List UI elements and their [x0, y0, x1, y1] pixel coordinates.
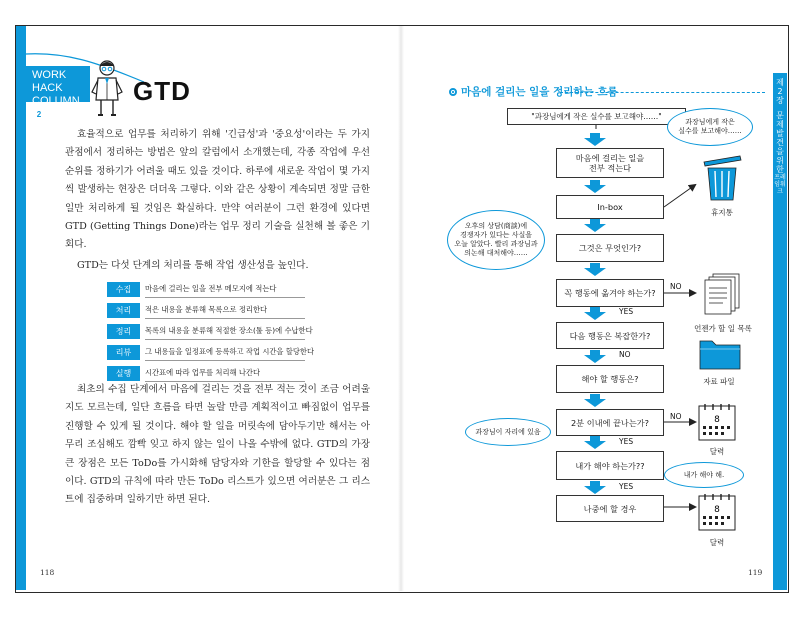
chapter-tab-text: 발견을 — [776, 129, 784, 156]
calendar-caption: 달력 — [709, 538, 725, 547]
calendar-icon — [697, 492, 739, 532]
flow-box-what: 그것은 무엇인가? — [556, 234, 664, 262]
speech-bubble-left-lower: 과장님이 자리에 있음 — [465, 418, 551, 446]
tag-line2: COLUMN — [32, 95, 80, 107]
flow-box-do-it-myself: 내가 해야 하는가?? — [556, 451, 664, 480]
step-label: 처리 — [107, 303, 140, 318]
chapter-tab-text: 장 — [776, 96, 784, 105]
chapter-tab-text: 2 — [777, 87, 783, 96]
flow-box-collect: 마음에 걸리는 일을 전부 적는다 — [556, 148, 664, 178]
step-desc: 목록의 내용을 분류해 적절한 장소(툴 등)에 수납한다 — [145, 323, 305, 340]
page-number-right: 119 — [748, 568, 763, 577]
step-desc: 시간표에 따라 업무를 처리해 나간다 — [145, 365, 305, 382]
trash-caption: 휴지통 — [711, 208, 733, 217]
step-desc: 적은 내용을 분류해 목록으로 정리한다 — [145, 302, 305, 319]
folder-caption: 자료 파일 — [703, 377, 735, 386]
chapter-tab-text: 제 — [776, 78, 784, 87]
no-label: NO — [670, 282, 682, 291]
speech-bubble-left-middle: 오후의 상담(商談)에 경쟁자가 있다는 사실을 오늘 알았다. 빨리 과장님과 의논해 대처해야…… — [447, 210, 545, 270]
flow-box-next-action: 해야 할 행동은? — [556, 365, 664, 393]
chapter-tab-text: 문제 — [776, 111, 784, 129]
top-quote-box: "과장님에게 작은 실수를 보고해야……" — [507, 108, 686, 125]
tag-number: 2 — [34, 110, 44, 120]
step-label: 수집 — [107, 282, 140, 297]
svg-text:8: 8 — [714, 505, 720, 515]
no-label: NO — [619, 350, 631, 359]
page-number-left: 118 — [40, 568, 55, 577]
tag-line1: WORK HACK — [32, 69, 67, 94]
yes-label: YES — [619, 307, 634, 316]
flow-title-text: 마음에 걸리는 일을 정리하는 흐름 — [461, 86, 618, 98]
step-label: 실행 — [107, 366, 140, 381]
page-title: GTD — [133, 76, 191, 106]
speech-bubble-top-right: 과장님에게 작은 실수를 보고해야…… — [667, 108, 753, 146]
step-label: 리뷰 — [107, 345, 140, 360]
svg-text:8: 8 — [714, 415, 720, 425]
paragraph: 효율적으로 업무를 처리하기 위해 '긴급성'과 '중요성'이라는 두 가지 관점에서 정리하는 방법은 앞의 칼럼에서 소개했는데, 각종 작업에 우선순위를 정하기가 어려울 때도 있을 것이다. 하루에 새로운 작업이 몇 가지씩 발생하는 현장은 더더욱 그렇다. 이와 같은 상황이 계속되면 정말 급한 일만 처리하게 될 것임은 확실하다. 만약 여러분이 그런 환경에 있다면 GTD (Getting Things Done)라는 업무 정리 기술을 실천해 볼 좋은 기회다. — [65, 129, 370, 251]
trash-can-icon — [700, 154, 744, 202]
chapter-tab-text: 위한 — [776, 156, 784, 174]
flow-box-action-needed: 꼭 행동에 옮겨야 하는가? — [556, 279, 664, 307]
list-caption: 언젠가 할 일 목록 — [694, 324, 752, 333]
folder-icon — [698, 337, 742, 371]
flow-box-inbox: In-box — [556, 195, 664, 219]
flow-box-complex: 다음 행동은 복잡한가? — [556, 322, 664, 349]
document-list-icon — [703, 272, 743, 316]
paragraph: GTD는 다섯 단계의 처리를 통해 작업 생산성을 높인다. — [77, 259, 309, 271]
yes-label: YES — [619, 437, 634, 446]
yes-label: YES — [619, 482, 634, 491]
no-label: NO — [670, 412, 682, 421]
calendar-icon — [697, 402, 739, 442]
chapter-tab-text: 프레임워크 — [774, 174, 786, 195]
step-desc: 그 내용들을 일정표에 등록하고 작업 시간을 할당한다 — [145, 344, 305, 361]
step-label: 정리 — [107, 324, 140, 339]
step-desc: 마음에 걸리는 일을 전부 메모지에 적는다 — [145, 281, 305, 298]
flow-box-two-minutes: 2분 이내에 끝나는가? — [556, 409, 664, 436]
paragraph: 최초의 수집 단계에서 마음에 걸리는 것을 전부 적는 것이 조금 어려울지도 모르는데, 일단 흐름을 타면 놀랄 만큼 계획적이고 빠짐없이 업무를 진행할 수 있게 될 것이다. 해야 할 일을 머릿속에 담아두기만 해서는 아무리 조심해도 깜빡 잊고 하지 않는 일이 나올 수밖에 없다. GTD의 가장 큰 장점은 모든 ToDo를 가시화해 담당자와 기한을 할당할 수 있다는 점이다. GTD의 규칙에 따라 만든 ToDo 리스트가 있으면 여러분은 그 리스트에 집중하며 일하기만 하면 된다. — [65, 384, 370, 506]
speech-bubble-right-lower: 내가 해야 해. — [664, 462, 744, 488]
flow-box-later: 나중에 할 경우 — [556, 495, 664, 522]
calendar-caption: 달력 — [709, 447, 725, 456]
